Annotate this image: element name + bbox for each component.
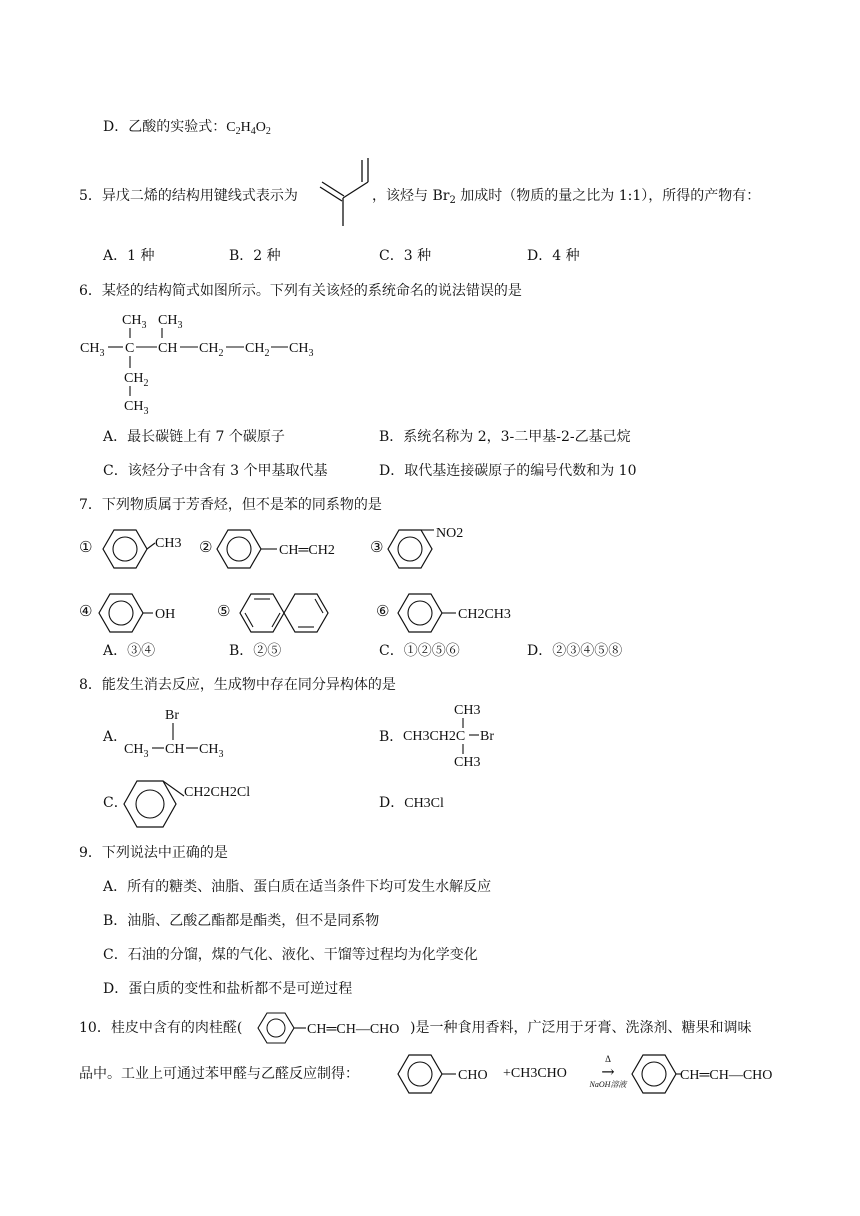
svg-text:CH2: $CH_2$ [124, 371, 149, 389]
q5-stem-suffix [372, 186, 760, 206]
styrene-structure [213, 527, 363, 571]
q8-stem: 8．能发生消去反应，生成物中存在同分异构体的是 [79, 677, 396, 693]
q8-option-a-label: A． [103, 729, 128, 745]
q9-option-a: A．所有的糖类、油脂、蛋白质在适当条件下均可发生水解反应 [103, 879, 492, 895]
q4-option-d-label: D．乙酸的实验式： [103, 119, 227, 135]
q7-sub-3: NO2 [436, 526, 464, 541]
svg-text:CH3: $CH_3$ [122, 313, 147, 331]
q7-sub-1: CH3 [155, 536, 182, 551]
svg-text:CH2: $CH_2$ [245, 341, 270, 359]
naphthalene-structure [236, 591, 326, 635]
q8-option-d-text: CH3Cl [404, 796, 444, 811]
q6-condensed-structure [80, 308, 340, 416]
svg-text:CH: CH [158, 341, 178, 356]
ethylbenzene-structure [392, 591, 522, 635]
q8-option-d-label: D． [379, 795, 405, 811]
q8-b-chain: CH3CH2C [403, 729, 466, 744]
q5-option-a: A．1 种 [103, 248, 155, 264]
q10-reaction-arrow [586, 1053, 630, 1091]
q9-option-c: C．石油的分馏，煤的气化、液化、干馏等过程均为化学变化 [103, 947, 478, 963]
q7-label-5: ⑤ [217, 602, 231, 620]
q8-b-br: Br [480, 729, 494, 744]
q5-stem-prefix: 5．异戊二烯的结构用键线式表示为 [79, 188, 298, 204]
svg-text:CH3: $CH_3$ [124, 399, 149, 417]
q8-b-structure [403, 700, 523, 772]
q6-stem: 6．某烃的结构简式如图所示。下列有关该烃的系统命名的说法错误的是 [79, 283, 522, 299]
q5-suffix-c: 加成时（物质的量之比为 1:1），所得的产物有： [455, 188, 761, 204]
q8-option-d [379, 793, 444, 814]
q10-arrow-bottom: NaOH溶液 [589, 1080, 627, 1089]
phenol-structure [93, 591, 193, 635]
svg-text:CH3: $CH_3$ [80, 341, 105, 359]
benzaldehyde-structure [396, 1052, 506, 1096]
svg-text:CH3: $CH_3$ [289, 341, 314, 359]
q10-product-chain: CH═CH—CHO [680, 1068, 773, 1083]
q10-stem-a: 10．桂皮中含有的肉桂醛( [79, 1020, 243, 1036]
svg-text:CH3: $CH_3$ [199, 742, 224, 760]
q7-sub-2: CH═CH2 [279, 543, 335, 558]
q5-option-b: B．2 种 [229, 248, 281, 264]
q10-inline-chain: CH═CH—CHO [307, 1022, 400, 1037]
q10-arrow-top: Δ [605, 1054, 611, 1064]
svg-text:CH3: $CH_3$ [158, 313, 183, 331]
q5-suffix-sub: 2 [449, 195, 456, 206]
q7-label-2: ② [199, 538, 213, 556]
isoprene-skeletal-structure [316, 156, 376, 228]
q9-option-d: D．蛋白质的变性和盐析都不是可逆过程 [103, 981, 353, 997]
q7-option-d: D．②③④⑤⑧ [527, 643, 623, 659]
q7-sub-4: OH [155, 607, 176, 622]
q9-option-b: B．油脂、乙酸乙酯都是酯类，但不是同系物 [103, 913, 380, 929]
q6-option-a: A．最长碳链上有 7 个碳原子 [103, 429, 285, 445]
svg-text:CH: CH [165, 742, 185, 757]
q6-option-b: B．系统名称为 2，3-二甲基-2-乙基己烷 [379, 429, 631, 445]
q8-a-structure [124, 706, 244, 766]
q5-option-d: D．4 种 [527, 248, 580, 264]
q7-label-3: ③ [370, 538, 384, 556]
q10-line2: 品中。工业上可通过苯甲醛与乙醛反应制得： [79, 1066, 359, 1082]
q5-suffix-a: ，该烃与 Br [372, 188, 450, 204]
q10-stem-b: )是一种食用香料，广泛用于牙膏、洗涤剂、糖果和调味 [410, 1020, 752, 1036]
q4-option-d-formula: $C_2H_4O_2$ [226, 120, 271, 137]
q8-option-c-label: C． [103, 795, 128, 811]
q9-stem: 9．下列说法中正确的是 [79, 845, 228, 861]
q7-stem: 7．下列物质属于芳香烃，但不是苯的同系物的是 [79, 497, 382, 513]
q5-option-c: C．3 种 [379, 248, 432, 264]
q10-plus-reagent: +CH3CHO [503, 1066, 567, 1081]
q10-arrow: → [601, 1062, 615, 1081]
q7-label-1: ① [79, 538, 93, 556]
q8-option-b-label: B． [379, 729, 404, 745]
cinnamaldehyde-product-structure [630, 1052, 790, 1096]
q6-option-c: C．该烃分子中含有 3 个甲基取代基 [103, 463, 328, 479]
q7-sub-6: CH2CH3 [458, 607, 511, 622]
nitrobenzene-structure [384, 527, 494, 571]
toluene-structure [93, 527, 193, 571]
q8-b-top: CH3 [454, 703, 481, 718]
q8-a-br: Br [165, 708, 179, 723]
q7-option-a: A．③④ [103, 643, 156, 659]
q4-option-d [103, 117, 271, 138]
q7-option-b: B．②⑤ [229, 643, 282, 659]
q7-label-4: ④ [79, 602, 93, 620]
svg-text:C: C [125, 341, 135, 356]
q10-reactant1-sub: CHO [458, 1068, 488, 1083]
q6-option-d: D．取代基连接碳原子的编号代数和为 10 [379, 463, 637, 479]
svg-text:CH3: $CH_3$ [124, 742, 149, 760]
q8-c-sub: CH2CH2Cl [184, 785, 251, 800]
q7-label-6: ⑥ [376, 602, 390, 620]
svg-text:CH2: $CH_2$ [199, 341, 224, 359]
q8-b-bottom: CH3 [454, 755, 481, 770]
cinnamaldehyde-inline-structure [258, 1011, 418, 1047]
q7-option-c: C．①②⑤⑥ [379, 643, 460, 659]
q8-c-structure [122, 776, 262, 832]
